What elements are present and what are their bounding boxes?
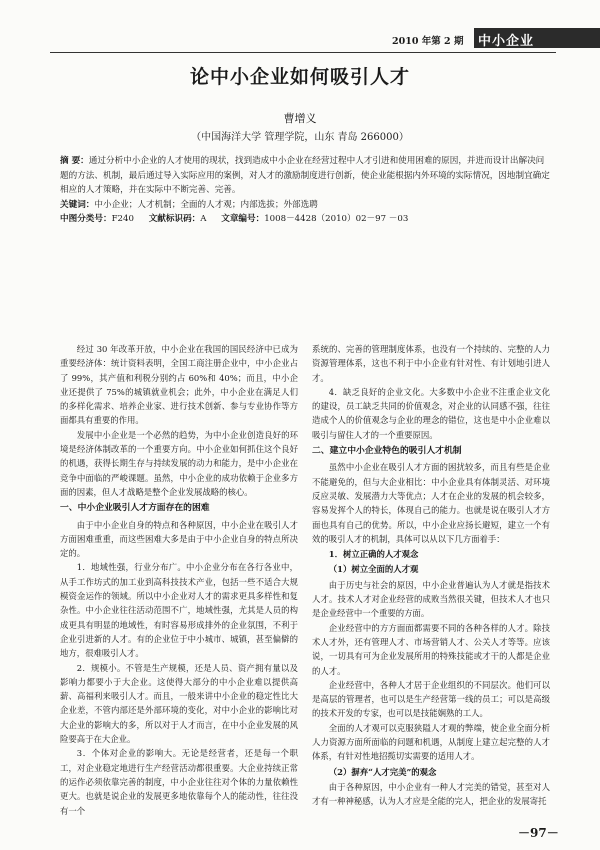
section-heading: 二、建立中小企业特色的吸引人才机制 [312, 446, 462, 457]
journal-name: 中小企业 [478, 34, 535, 49]
body-paragraph: 由于各种原因，中小企业有一种人才完美的错觉，甚至对人才有一种神秘感，认为人才应是全能的完人，把企业的发展寄托 [312, 781, 550, 807]
issue-label: 2010 年第 2 期 [392, 36, 464, 47]
abstract-label: 摘 要： [60, 156, 89, 166]
subsection-heading: （1）树立全面的人才观 [328, 564, 419, 575]
body-paragraph: 由于中小企业自身的特点和各种原因，中小企业在吸引人才方面困难重重，而这些困难大多是由于中小企业自身的特点所决定的。 [60, 519, 298, 559]
body-paragraph: 2．规模小。不管是生产规模，还是人员、资产拥有量以及影响力都要小于大企业。这使得大部分的中小企业难以提供高薪、高福利来吸引人才。而且，一般来讲中小企业的稳定性比大企业差，不管内部还是外部环境的变化，对中小企业的影响比对大企业的影响大的多，所以对于人才而言，在中小企业发展的风险要高于在大企业。 [60, 662, 298, 745]
section-heading: 一、中小企业吸引人才方面存在的困难 [60, 503, 210, 514]
clc-label: 中图分类号： [60, 214, 112, 224]
running-header [0, 0, 600, 52]
body-paragraph: 企业经营中的方方面面都需要不同的各种各样的人才。除技术人才外，还有管理人才、市场营销人才、公关人才等等。应该说，一切具有可为企业发展所用的特殊技能或才干的人都是企业的人才。 [312, 622, 550, 676]
body-paragraph: 全面的人才观可以克服狭隘人才观的弊端，使企业全面分析人力资源方面所面临的问题和机遇，从制度上建立起完整的人才体系，有针对性地招揽切实需要的适用人才。 [312, 722, 550, 762]
keywords-paragraph [60, 198, 550, 213]
article-id-label: 文章编号： [221, 214, 265, 224]
keywords-text: 中小企业；人才机制；全面的人才观；内部选拔；外部选聘 [94, 199, 318, 210]
article-id-value: 1008－4428（2010）02－97 －03 [264, 214, 409, 224]
subsection-heading: 1．树立正确的人才观念 [328, 549, 419, 560]
body-paragraph: 企业经营中，各种人才居于企业组织的不同层次。他们可以是高层的管理者，也可以是生产经营第一线的员工；可以是高级的技术开发的专家，也可以是技能娴熟的工人。 [312, 679, 550, 719]
keywords-label: 关键词： [60, 199, 95, 210]
journal-name-banner [474, 28, 600, 48]
clc-value: F240 [111, 214, 134, 224]
header-rule [50, 52, 556, 53]
right-column [312, 342, 550, 809]
body-paragraph: 虽然中小企业在吸引人才方面的困扰较多，而且有些是企业不能避免的，但与大企业相比：中小企业具有体制灵活、对环境反应灵敏、发展潜力大等优点；人才在企业的发展的机会较多，容易发挥个人的特长，体现自己的能力。也就是说在吸引人才方面也具有自己的优势。所以，中小企业应扬长避短，建立一个有效的吸引人才的机制，具体可以从以下几方面着手： [312, 462, 550, 544]
doc-code-value: A [200, 214, 207, 224]
doc-code-label: 文献标识码： [148, 214, 201, 224]
author-affiliation: （中国海洋大学 管理学院，山东 青岛 266000） [191, 132, 409, 143]
body-paragraph: 系统的、完善的管理制度体系，也没有一个持续的、完整的人力资源管理体系，这也不利于中小企业有针对性、有计划地引进人才。 [312, 344, 550, 383]
author-name: 曹增义 [283, 112, 317, 125]
body-paragraph: 1．地域性强，行业分布广。中小企业分布在各行各业中，从手工作坊式的加工业到高科技技术产业，包括一些不适合大规模资金运作的领域。所以中小企业对人才的需求更具多样性和复杂性。中小企业往往活动范围不广，地域性强，尤其是人员的构成更具有明显的地域性，有时容易形成排外的企业氛围，不利于企业引进新的人才。有的企业位于中小城市、城镇，甚至偏僻的地方，很难吸引人才。 [60, 562, 298, 659]
page-number: －97－ [518, 826, 559, 840]
subsection-heading: （2）摒弃“人才完美”的观念 [328, 766, 437, 777]
body-paragraph: 发展中小企业是一个必然的趋势，为中小企业创造良好的环境是经济体制改革的一个重要方向。中小企业如何抓住这个良好的机遇，获得长期生存与持续发展的动力和能力，是中小企业在竞争中面临的严峻课题。虽然，中小企业的成功依赖于企业多方面的因素，但人才战略是整个企业发展战略的核心。 [60, 429, 298, 497]
body-paragraph: 经过 30 年改革开放，中小企业在我国的国民经济中已成为重要经济体：统计资料表明，全国工商注册企业中，中小企业占了 99%，其产值和利税分别约占 60%和 40%；而且，中小企业还提供了 75%的城镇就业机会；此外，中小企业在满足人们的多样化需求、培养企业家、进行技术创新、参与专业协作等方面都具有重要的作用。 [60, 344, 298, 426]
abstract-block [60, 154, 550, 227]
abstract-text: 通过分析中小企业的人才使用的现状，找到造成中小企业在经营过程中人才引进和使用困难的原因，并进而设计出解决问题的方法、机制，最后通过导入实际应用的案例，对人才的激励制度进行创新，使企业能根据内外环境的实际情况，因地制宜确定相应的人才策略，并在实际中不断完善、完善。 [60, 156, 550, 195]
article-title: 论中小企业如何吸引人才 [189, 66, 410, 88]
body-paragraph: 4．缺乏良好的企业文化。大多数中小企业不注重企业文化的建设，员工缺乏共同的价值观念，对企业的认同感不强，往往造成个人的价值观念与企业的理念的错位，这也是中小企业难以吸引与留住人才的一个重要原因。 [312, 386, 550, 440]
abstract-paragraph [60, 154, 550, 198]
body-paragraph: 3．个体对企业的影响大。无论是经营者，还是每一个职工，对企业稳定地进行生产经营活动都很重要。大企业持续正常的运作必须依靠完善的制度，中小企业往往对个体的力量依赖性更大。也就是说企业的发展更多地依靠每个人的能动性，往往没有一个 [60, 748, 298, 816]
classification-row [60, 212, 550, 227]
left-column [60, 342, 298, 818]
body-paragraph: 由于历史与社会的原因，中小企业普遍认为人才就是指技术人才。技术人才对企业经营的成败当然很关键，但技术人才也只是企业经营中一个重要的方面。 [312, 579, 550, 619]
